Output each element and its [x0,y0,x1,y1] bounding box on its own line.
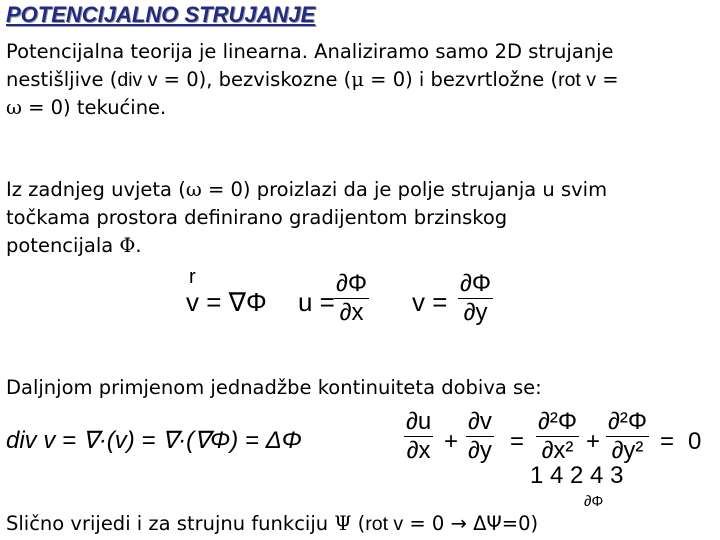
du-numerator: ∂u [406,408,432,435]
equals-sign: = [660,428,675,455]
v-equals: v = [412,287,448,317]
stream-function-paragraph [6,510,538,538]
div-v-symbol: div v [117,69,158,91]
v-equals-grad-phi: v = ∇Φ [186,287,267,317]
open-paren: ( [357,512,366,535]
text-potencijala: potencijala [6,234,114,257]
d2phi-dx2-fraction [536,408,579,465]
dx-denominator: ∂x [339,299,364,326]
dphi-numerator: ∂Φ [460,270,492,297]
rot-v-symbol: rot v [365,513,404,535]
text-laplace-psi: = 0 → ΔΨ=0) [409,512,539,535]
dv-fraction [458,270,493,327]
dy2-denominator: ∂y² [611,437,644,464]
text-proizlazi: = 0) proizlazi da je polje strujanja u svim [207,178,608,201]
phi-symbol: Φ [119,234,136,257]
gradient-line-3 [6,232,607,260]
d2phi-numerator: ∂²Φ [608,408,647,435]
intro-line-2 [6,66,619,94]
equals-sign: = [510,428,525,455]
rot-v-symbol: rot v [558,69,597,91]
page-title: POTENCIJALNO STRUJANJE [6,2,316,27]
equals-sign: = [602,68,619,91]
omega-symbol: ω [185,178,202,201]
period: . [135,234,142,257]
small-dphi: ∂Φ [584,493,604,510]
dv-dy-fraction [466,408,494,465]
zero: 0 [688,428,702,455]
text-iz-zadnjeg: Iz zadnjeg uvjeta ( [6,178,186,201]
text-slicno: Slično vrijedi i za strujnu funkciju [6,512,329,535]
intro-paragraph [6,38,619,122]
dx-denominator: ∂x [406,437,431,464]
psi-symbol: Ψ [334,512,352,535]
gradient-paragraph [6,176,607,260]
du-fraction [334,270,369,327]
d2phi-numerator: ∂²Φ [538,408,577,435]
text-tekucine: = 0) tekućine. [28,96,167,119]
intro-line-3 [6,94,619,122]
div-v-laplace: div v = ∇·(v) = ∇·(∇Φ) = ΔΦ [6,427,302,454]
brace-artifact: 1 4 2 4 3 [530,462,624,489]
intro-line-1: Potencijalna teorija je linearna. Analiziramo samo 2D strujanje [6,40,614,63]
du-dx-fraction [404,408,433,465]
text-nestisljive: nestišljive ( [6,68,118,91]
plus-sign: + [586,428,601,455]
continuity-paragraph: Daljnjom primjenom jednadžbe kontinuiteta dobiva se: [6,376,542,399]
d2phi-dy2-fraction [606,408,649,465]
omega-symbol: ω [6,96,22,119]
vector-r-marker: r [189,266,196,288]
u-equals: u = [298,287,335,317]
text-bezvrtlozne: = 0) i bezvrtložne ( [370,68,559,91]
dy-denominator: ∂y [463,299,488,326]
text-bezviskozne: = 0), bezviskozne ( [163,68,352,91]
dy-denominator: ∂y [468,437,492,464]
gradient-line-2: točkama prostora definirano gradijentom brzinskog [6,206,508,229]
dphi-numerator: ∂Φ [336,270,368,297]
gradient-line-1 [6,176,607,204]
dx2-denominator: ∂x² [541,437,574,464]
plus-sign: + [444,428,459,455]
mu-symbol: μ [351,68,364,91]
dv-numerator: ∂v [468,408,492,435]
